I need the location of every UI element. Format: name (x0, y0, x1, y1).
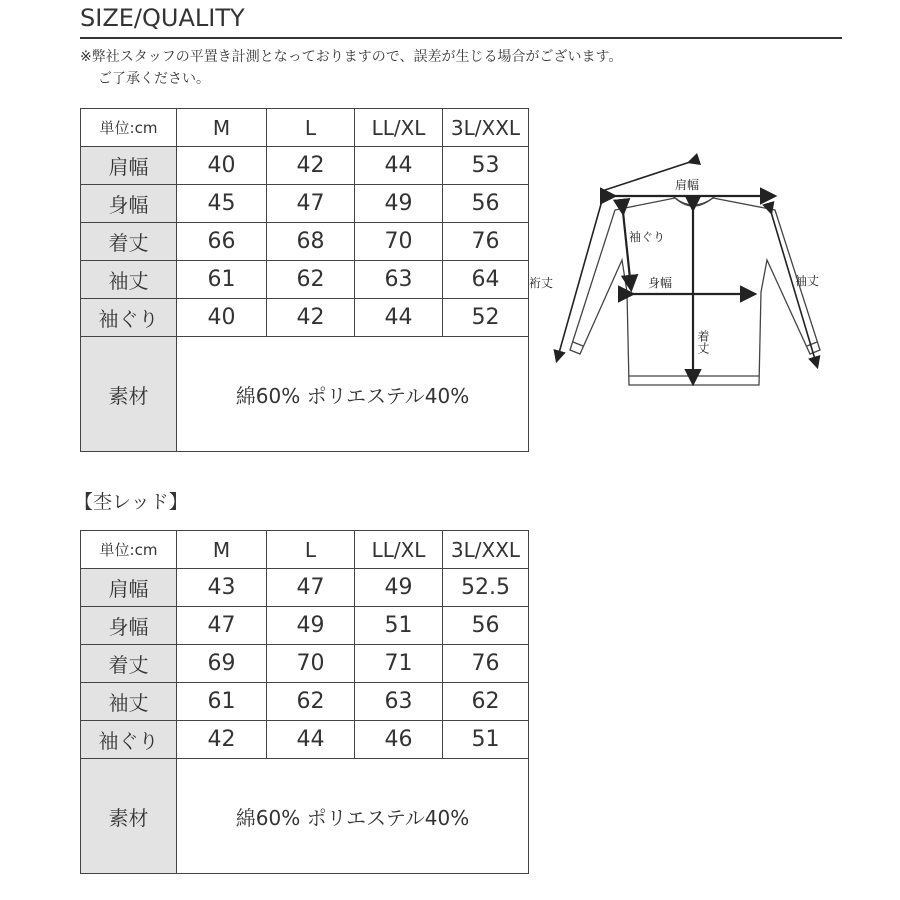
cell-value: 49 (267, 607, 355, 645)
diagram-label-yuki: 裄丈 (529, 276, 554, 290)
diagram-label-body-width: 身幅 (648, 276, 673, 290)
row-label-body-width: 身幅 (81, 185, 177, 223)
size-header-m: M (177, 531, 267, 569)
title-underline (80, 37, 842, 39)
size-header-llxl: LL/XL (355, 531, 443, 569)
note-line-2: ご了承ください。 (98, 71, 210, 87)
measurement-note (80, 46, 840, 90)
cell-value: 70 (355, 223, 443, 261)
cell-value: 46 (355, 721, 443, 759)
row-label-length: 着丈 (81, 645, 177, 683)
size-table-heather-red (80, 530, 529, 874)
table-row (81, 607, 529, 645)
cell-value: 52.5 (443, 569, 529, 607)
cell-value: 63 (355, 683, 443, 721)
cell-value: 47 (267, 185, 355, 223)
cell-value: 61 (177, 683, 267, 721)
cell-value: 61 (177, 261, 267, 299)
cell-value: 64 (443, 261, 529, 299)
table-row (81, 645, 529, 683)
row-label-length: 着丈 (81, 223, 177, 261)
row-label-armhole: 袖ぐり (81, 721, 177, 759)
row-label-sleeve: 袖丈 (81, 683, 177, 721)
cell-value: 42 (267, 299, 355, 337)
table-header-row (81, 531, 529, 569)
cell-value: 47 (177, 607, 267, 645)
cell-value: 66 (177, 223, 267, 261)
material-value: 綿60% ポリエステル40% (177, 759, 529, 874)
cell-value: 69 (177, 645, 267, 683)
cell-value: 76 (443, 223, 529, 261)
cell-value: 56 (443, 185, 529, 223)
cell-value: 56 (443, 607, 529, 645)
table-row (81, 299, 529, 337)
table-row (81, 223, 529, 261)
cell-value: 42 (267, 147, 355, 185)
garment-measurement-diagram (529, 150, 835, 410)
diagram-label-armhole: 袖ぐり (629, 230, 666, 244)
cell-value: 68 (267, 223, 355, 261)
cell-value: 44 (355, 299, 443, 337)
cell-value: 51 (443, 721, 529, 759)
cell-value: 43 (177, 569, 267, 607)
cell-value: 63 (355, 261, 443, 299)
cell-value: 53 (443, 147, 529, 185)
material-value: 綿60% ポリエステル40% (177, 337, 529, 452)
cell-value: 40 (177, 147, 267, 185)
cell-value: 45 (177, 185, 267, 223)
cell-value: 44 (267, 721, 355, 759)
sleeve-length-arrow (771, 212, 820, 366)
material-row (81, 759, 529, 874)
table-row (81, 185, 529, 223)
cell-value: 62 (267, 261, 355, 299)
cell-value: 70 (267, 645, 355, 683)
cell-value: 62 (443, 683, 529, 721)
size-header-3lxxl: 3L/XXL (443, 109, 529, 147)
table-header-row (81, 109, 529, 147)
row-label-shoulder: 肩幅 (81, 147, 177, 185)
color-subheading: 【杢レッド】 (74, 491, 188, 513)
table-row (81, 261, 529, 299)
cell-value: 42 (177, 721, 267, 759)
row-label-shoulder: 肩幅 (81, 569, 177, 607)
material-label: 素材 (81, 759, 177, 874)
diagram-label-length: 着丈 (696, 330, 710, 354)
unit-label: 単位:cm (81, 531, 177, 569)
sweater-outline (570, 196, 820, 385)
cell-value: 49 (355, 569, 443, 607)
table-row (81, 683, 529, 721)
size-table-main (80, 108, 529, 452)
size-header-3lxxl: 3L/XXL (443, 531, 529, 569)
diagram-label-shoulder: 肩幅 (675, 178, 700, 192)
cell-value: 62 (267, 683, 355, 721)
size-header-l: L (267, 531, 355, 569)
row-label-sleeve: 袖丈 (81, 261, 177, 299)
cell-value: 76 (443, 645, 529, 683)
cell-value: 51 (355, 607, 443, 645)
material-row (81, 337, 529, 452)
cell-value: 40 (177, 299, 267, 337)
material-label: 素材 (81, 337, 177, 452)
cell-value: 44 (355, 147, 443, 185)
size-header-llxl: LL/XL (355, 109, 443, 147)
cell-value: 52 (443, 299, 529, 337)
row-label-armhole: 袖ぐり (81, 299, 177, 337)
table-row (81, 721, 529, 759)
size-header-m: M (177, 109, 267, 147)
cell-value: 49 (355, 185, 443, 223)
cell-value: 71 (355, 645, 443, 683)
table-row (81, 147, 529, 185)
note-line-1: ※弊社スタッフの平置き計測となっておりますので、誤差が生じる場合がございます。 (80, 49, 623, 65)
row-label-body-width: 身幅 (81, 607, 177, 645)
size-header-l: L (267, 109, 355, 147)
cell-value: 47 (267, 569, 355, 607)
unit-label: 単位:cm (81, 109, 177, 147)
page-title: SIZE/QUALITY (80, 4, 245, 32)
table-row (81, 569, 529, 607)
diagram-label-sleeve: 袖丈 (795, 274, 820, 288)
